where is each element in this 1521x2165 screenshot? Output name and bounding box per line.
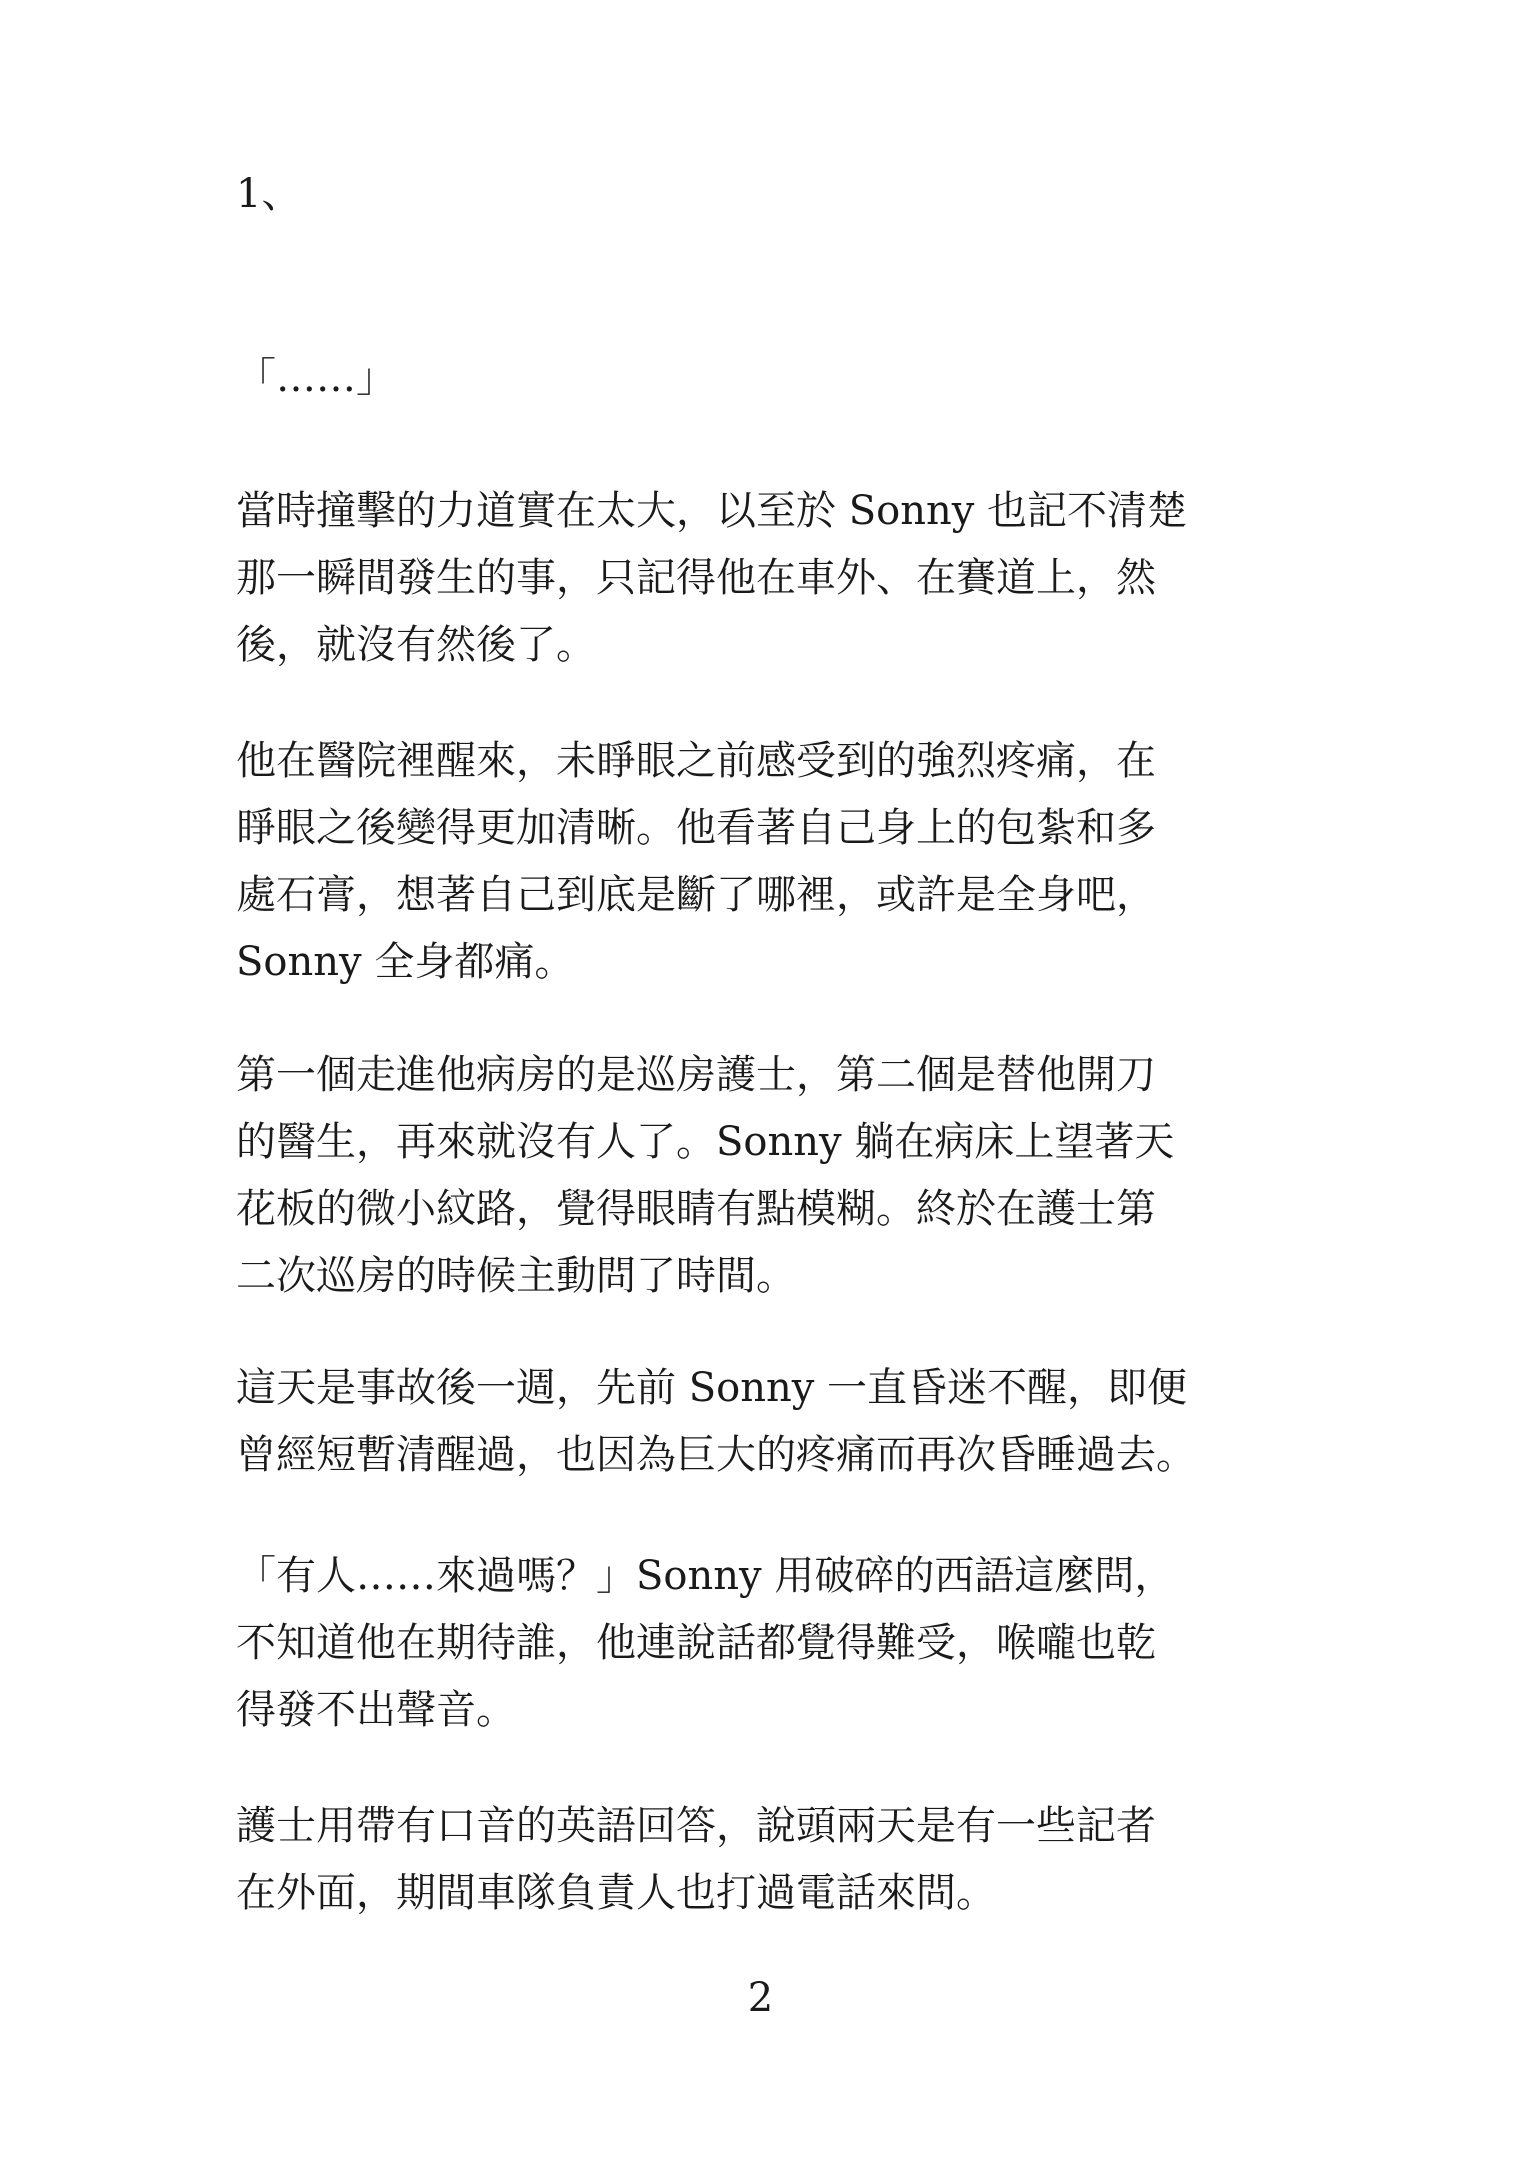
paragraph-line: 的醫生，再來就沒有人了。Sonny 躺在病床上望著天: [236, 1119, 1175, 1165]
paragraph-line: 在外面，期間車隊負責人也打過電話來問。: [236, 1870, 996, 1916]
paragraph-line: 處石膏，想著自己到底是斷了哪裡，或許是全身吧，: [236, 872, 1156, 918]
paragraph-line: Sonny 全身都痛。: [236, 939, 575, 985]
paragraph-line: 這天是事故後一週，先前 Sonny 一直昏迷不醒，即便: [236, 1365, 1188, 1411]
paragraph-line: 曾經短暫清醒過，也因為巨大的疼痛而再次昏睡過去。: [236, 1432, 1196, 1478]
paragraph-7: [236, 1793, 1156, 1927]
paragraph-1: [236, 345, 396, 412]
paragraph-line: 得發不出聲音。: [236, 1687, 516, 1733]
paragraph-line: 不知道他在期待誰，他連說話都覺得難受，喉嚨也乾: [236, 1620, 1156, 1666]
paragraph-line: 那一瞬間發生的事，只記得他在車外、在賽道上，然: [236, 555, 1156, 601]
paragraph-line: 「……」: [236, 355, 396, 401]
paragraph-line: 「有人……來過嗎？」Sonny 用破碎的西語這麼問，: [236, 1553, 1175, 1599]
paragraph-line: 二次巡房的時候主動問了時間。: [236, 1253, 796, 1299]
paragraph-line: 後，就沒有然後了。: [236, 622, 596, 668]
paragraph-line: 睜眼之後變得更加清晰。他看著自己身上的包紮和多: [236, 805, 1156, 851]
paragraph-2: [236, 478, 1187, 679]
paragraph-6: [236, 1543, 1174, 1744]
paragraph-5: [236, 1355, 1196, 1489]
paragraph-3: [236, 728, 1156, 996]
paragraph-line: 花板的微小紋路，覺得眼睛有點模糊。終於在護士第: [236, 1186, 1156, 1232]
paragraph-line: 第一個走進他病房的是巡房護士，第二個是替他開刀: [236, 1052, 1156, 1098]
paragraph-4: [236, 1042, 1174, 1310]
paragraph-line: 他在醫院裡醒來，未睜眼之前感受到的強烈疼痛，在: [236, 738, 1156, 784]
paragraph-line: 護士用帶有口音的英語回答，說頭兩天是有一些記者: [236, 1803, 1156, 1849]
page-number: 2: [747, 1975, 774, 2021]
chapter-heading: 1、: [236, 171, 302, 217]
paragraph-line: 當時撞擊的力道實在太大，以至於 Sonny 也記不清楚: [236, 488, 1188, 534]
